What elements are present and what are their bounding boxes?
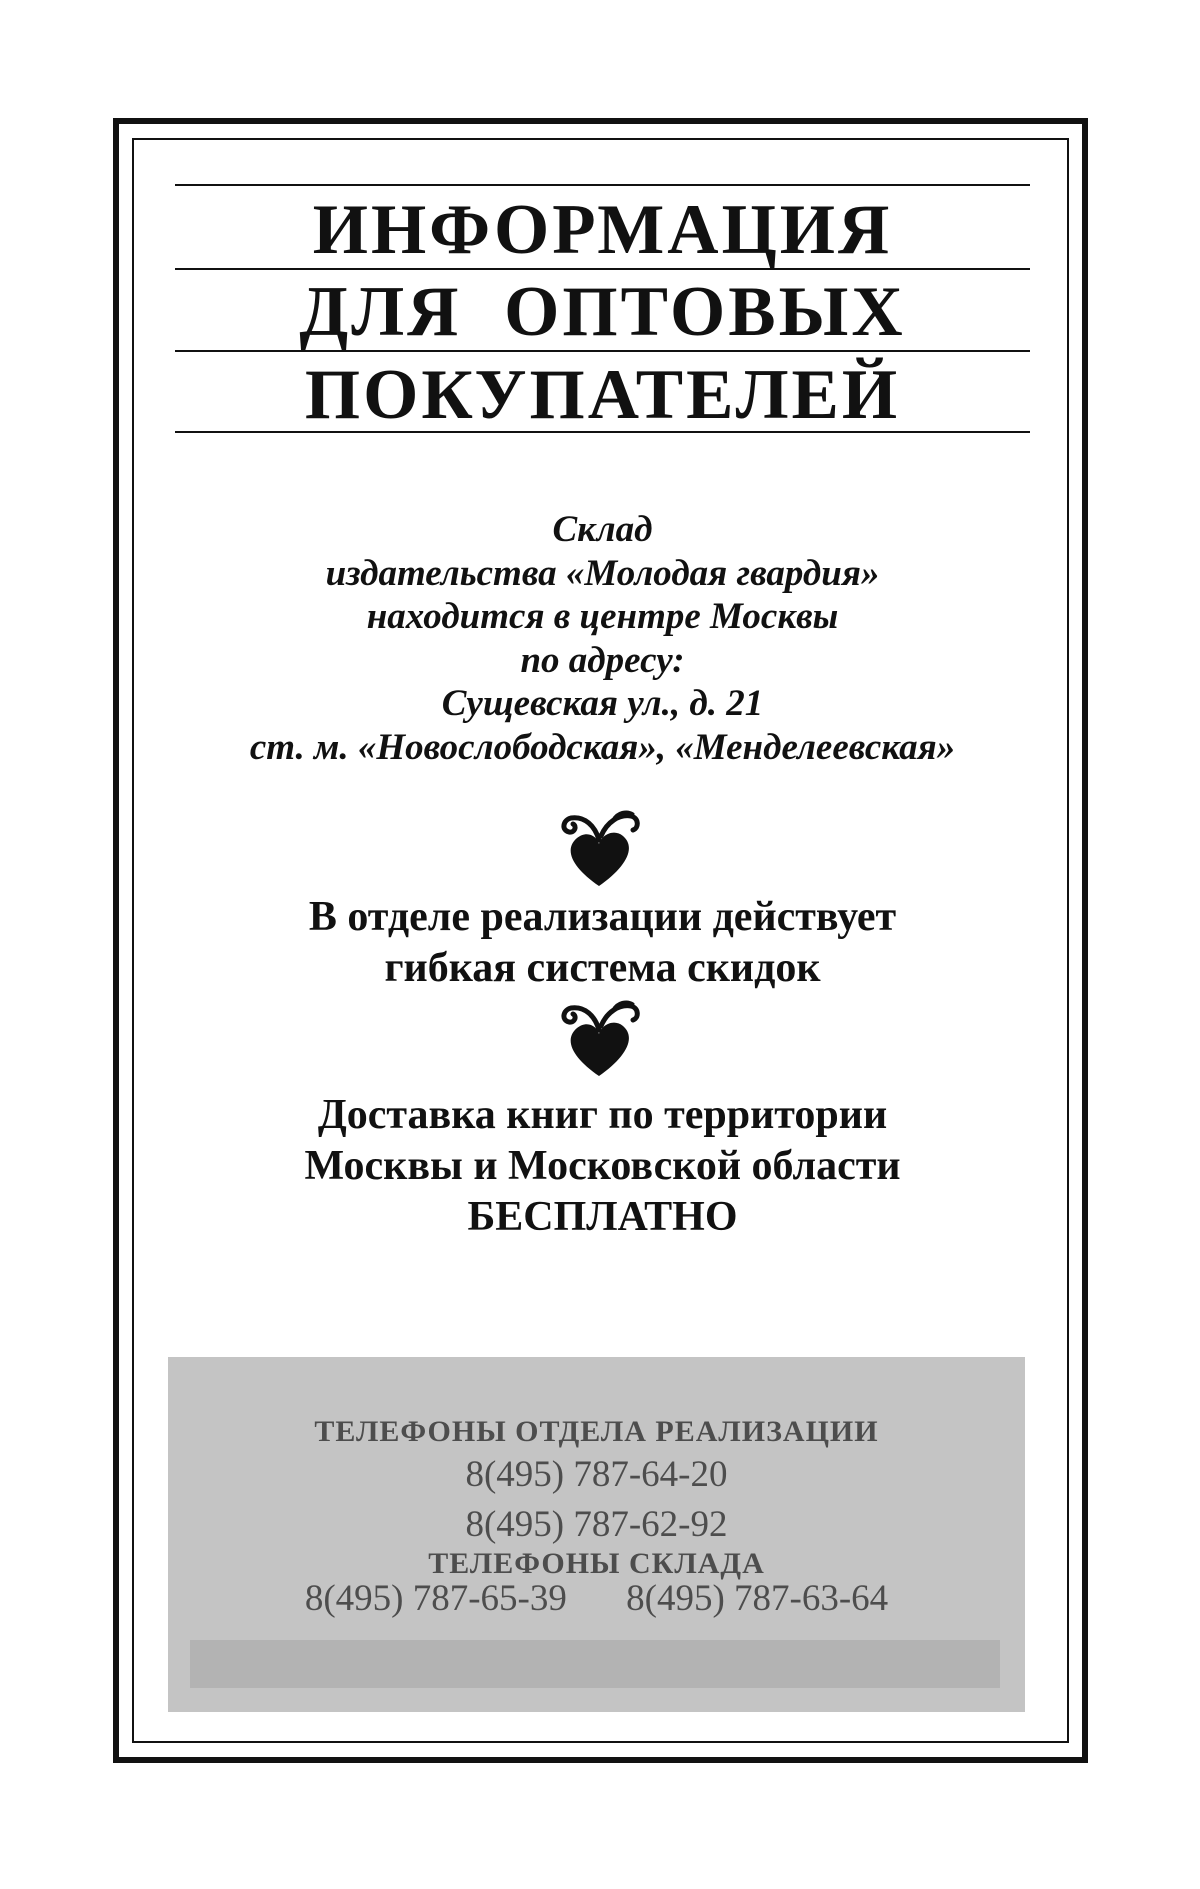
title-rule-top	[175, 184, 1030, 186]
sales-phones-header: ТЕЛЕФОНЫ ОТДЕЛА РЕАЛИЗАЦИИ	[314, 1415, 879, 1448]
warehouse-phones-header: ТЕЛЕФОНЫ СКЛАДА	[428, 1547, 765, 1580]
title-rule-1	[175, 268, 1030, 270]
discounts-note	[175, 892, 1030, 994]
address-line: по адресу:	[520, 639, 685, 681]
sales-phone: 8(495) 787-62-92	[465, 1504, 728, 1545]
address-line: Склад	[552, 509, 653, 550]
warehouse-phones-row	[168, 1577, 1025, 1620]
floral-heart-ornament-icon	[555, 996, 645, 1084]
title-line-1: ИНФОРМАЦИЯ	[312, 191, 893, 269]
delivery-line: Доставка книг по территории	[317, 1092, 888, 1138]
discounts-line: В отделе реализации действует	[308, 894, 897, 940]
address-line: издательства «Молодая гвардия»	[325, 552, 880, 594]
title-line-3: ПОКУПАТЕЛЕЙ	[304, 356, 901, 434]
warehouse-phone: 8(495) 787-63-64	[626, 1578, 889, 1619]
title-rule-bottom	[175, 431, 1030, 433]
warehouse-phone: 8(495) 787-65-39	[304, 1578, 567, 1619]
address-line: находится в центре Москвы	[366, 596, 839, 637]
warehouse-address	[175, 508, 1030, 769]
delivery-line: Москвы и Московской области	[304, 1143, 901, 1189]
delivery-free-label: БЕСПЛАТНО	[467, 1194, 738, 1240]
phone-panel	[168, 1357, 1025, 1712]
sales-phone: 8(495) 787-64-20	[465, 1454, 728, 1495]
phone-panel-shade	[190, 1640, 1000, 1688]
title-line-2: ДЛЯ ОПТОВЫХ	[299, 273, 906, 351]
address-line: Сущевская ул., д. 21	[441, 683, 764, 724]
address-line: ст. м. «Новослободская», «Менделеевская»	[249, 726, 956, 768]
delivery-note	[175, 1090, 1030, 1243]
discounts-line: гибкая система скидок	[384, 945, 821, 991]
title-rule-2	[175, 350, 1030, 352]
floral-heart-ornament-icon	[555, 806, 645, 894]
